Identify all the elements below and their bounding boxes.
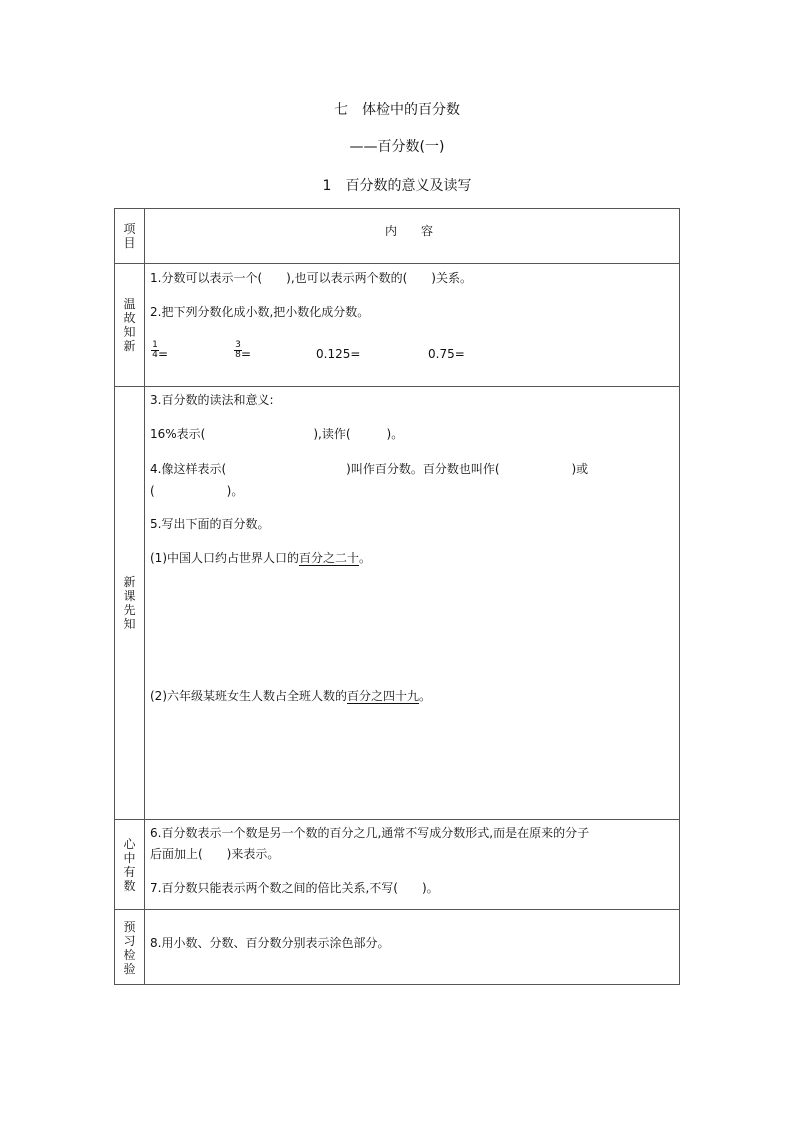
question-3-blank: 16%表示( ),读作( )。: [150, 427, 404, 441]
row-divider: [115, 263, 679, 264]
question-3: 3.百分数的读法和意义:: [150, 393, 274, 407]
question-5-2: (2)六年级某班女生人数占全班人数的百分之四十九。: [150, 689, 432, 703]
column-divider: [144, 209, 145, 984]
header-category: 项目: [123, 222, 136, 250]
fraction-1-4: $\frac{1}{4}$: [152, 340, 158, 360]
decimal-075: 0.75=: [428, 347, 465, 361]
fraction-3-8: $\frac{3}{8}$: [235, 340, 241, 360]
question-4-cont: ( )。: [150, 484, 244, 498]
question-5: 5.写出下面的百分数。: [150, 517, 270, 531]
question-7: 7.百分数只能表示两个数之间的倍比关系,不写( )。: [150, 881, 439, 895]
subtitle: ——百分数(一): [349, 139, 445, 155]
underlined-phrase: 百分之二十: [299, 551, 360, 565]
category-review: 温故知新: [123, 297, 136, 353]
underlined-phrase: 百分之四十九: [347, 689, 420, 703]
lesson-title: 1 百分数的意义及读写: [322, 178, 472, 194]
question-6: 6.百分数表示一个数是另一个数的百分之几,通常不写成分数形式,而是在原来的分子: [150, 826, 590, 840]
preview-table: [114, 208, 680, 985]
row-divider: [115, 819, 679, 820]
unit-title: 七 体检中的百分数: [334, 102, 460, 118]
decimal-0125: 0.125=: [316, 347, 361, 361]
row-divider: [115, 386, 679, 387]
question-2: 2.把下列分数化成小数,把小数化成分数。: [150, 305, 370, 319]
question-6-cont: 后面加上( )来表示。: [150, 847, 280, 861]
question-1: 1.分数可以表示一个( ),也可以表示两个数的( )关系。: [150, 271, 472, 285]
header-content: 内 容: [385, 224, 434, 238]
category-check: 预习检验: [123, 919, 136, 976]
row-divider: [115, 909, 679, 910]
equals-sign: =: [241, 347, 252, 361]
question-5-1: (1)中国人口约占世界人口的百分之二十。: [150, 551, 372, 565]
category-summary: 心中有数: [123, 836, 136, 893]
question-4: 4.像这样表示( )叫作百分数。百分数也叫作( )或: [150, 462, 589, 476]
question-8: 8.用小数、分数、百分数分别表示涂色部分。: [150, 936, 390, 950]
category-preview: 新课先知: [123, 575, 136, 631]
equals-sign: =: [158, 347, 169, 361]
